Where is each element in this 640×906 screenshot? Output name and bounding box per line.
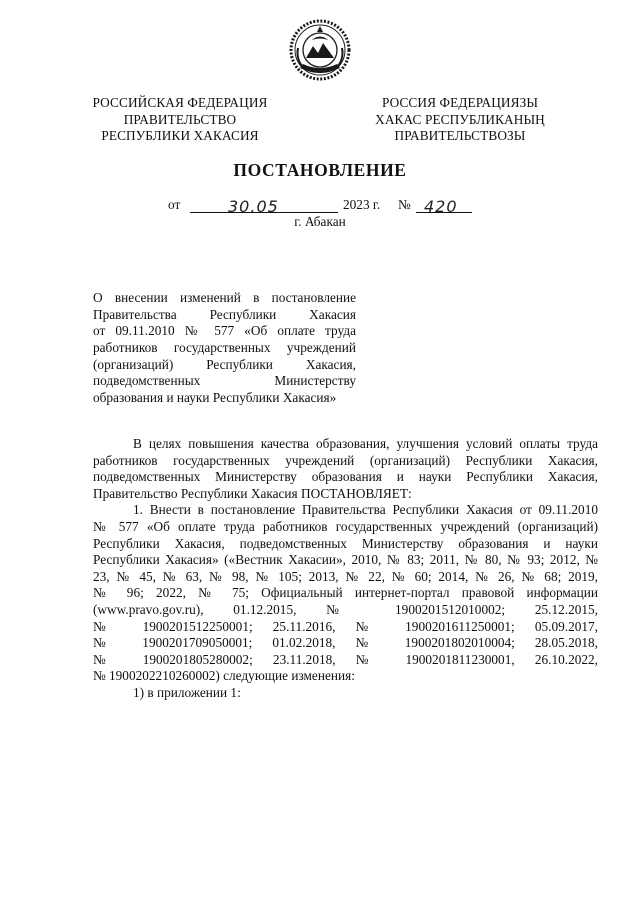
body-line: № 1900201805280002; 23.11.2018, № 1900201811230001, 26.10.2022, — [93, 651, 598, 667]
subject-line: (организаций) Республики Хакасия, — [93, 356, 356, 372]
body-line: подведомственных Министерству образования и науки Республики Хакасия, — [93, 469, 598, 485]
header-left-line-2: ПРАВИТЕЛЬСТВО — [123, 111, 237, 127]
header-left-line-1: РОССИЙСКАЯ ФЕДЕРАЦИЯ — [92, 95, 268, 110]
body-line: № 1900202210260002) следующие изменения: — [93, 668, 355, 684]
body-line: № 577 «Об оплате труда работников государственных учреждений (организаций) — [93, 518, 598, 534]
document-title: ПОСТАНОВЛЕНИЕ — [233, 160, 407, 180]
header-right-block — [365, 95, 555, 145]
body-line: (www.pravo.gov.ru), 01.12.2015, № 1900201512010002; 25.12.2015, — [93, 601, 598, 617]
subject-line: подведомственных Министерству — [93, 373, 356, 389]
subject-line: О внесении изменений в постановление — [93, 290, 356, 305]
subject-block — [93, 290, 356, 407]
body-line: 1. Внести в постановление Правительства Республики Хакасия от 09.11.2010 — [133, 502, 598, 518]
body-line: В целях повышения качества образования, улучшения условий оплаты труда — [133, 436, 598, 451]
header-left-line-3: РЕСПУБЛИКИ ХАКАСИЯ — [101, 128, 259, 143]
subject-line: Правительства Республики Хакасия — [93, 306, 356, 322]
subject-line: образования и науки Республики Хакасия» — [93, 390, 337, 406]
body-line: Республики Хакасия, подведомственных Министерству образования и науки — [93, 535, 598, 551]
body-line: Республики Хакасия» («Вестник Хакасии», 2010, № 83; 2011, № 80, № 93; 2012, № — [93, 552, 598, 568]
body-line: работников государственных учреждений (организаций) Республики Хакасия, — [93, 452, 598, 468]
date-handwritten: 30.05 — [228, 197, 279, 216]
city-label: г. Абакан — [294, 214, 346, 229]
body-line: № 1900201709050001; 01.02.2018, № 1900201802010004; 28.05.2018, — [93, 635, 598, 651]
body-line: № 96; 2022, № 75; Официальный интернет-портал правовой информации — [93, 585, 598, 601]
body-line: 1) в приложении 1: — [133, 684, 241, 700]
header-right-line-2: ХАКАС РЕСПУБЛИКАНЫҢ — [375, 111, 545, 127]
year-label: 2023 г. — [343, 197, 381, 212]
header-right-line-1: РОССИЯ ФЕДЕРАЦИЯЗЫ — [381, 95, 539, 110]
body-line: 23, № 45, № 63, № 98, № 105; 2013, № 22, № 60; 2014, № 26, № 68; 2019, — [93, 568, 598, 584]
subject-line: от 09.11.2010 № 577 «Об оплате труда — [93, 323, 356, 339]
body-line: № 1900201512250001; 25.11.2016, № 1900201611250001; 05.09.2017, — [93, 618, 598, 634]
number-handwritten: 420 — [424, 197, 458, 216]
date-from-label: от — [168, 197, 181, 212]
coat-of-arms-icon — [288, 18, 352, 82]
number-label: № — [398, 197, 411, 212]
body-text — [93, 436, 598, 702]
subject-line: работников государственных учреждений — [93, 340, 356, 356]
header-right-line-3: ПРАВИТЕЛЬСТВОЗЫ — [394, 128, 526, 143]
header-left-block — [85, 95, 275, 145]
body-line: Правительство Республики Хакасия ПОСТАНОВЛЯЕТ: — [93, 485, 412, 501]
